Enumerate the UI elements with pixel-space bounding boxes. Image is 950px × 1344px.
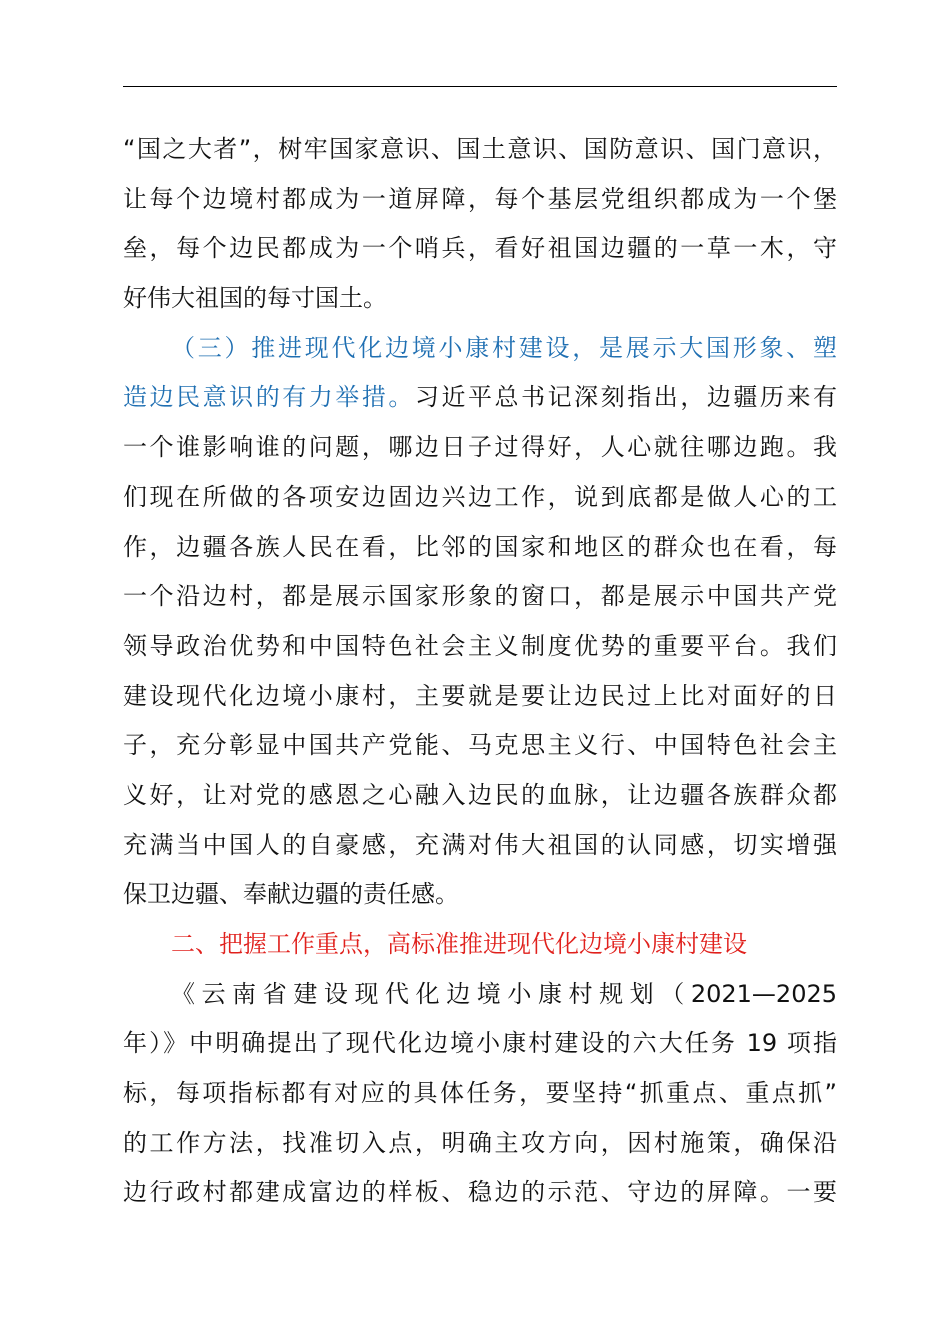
text-line: 的工作方法，找准切入点，明确主攻方向，因村施策，确保沿 (123, 1128, 837, 1157)
text-line: 一个沿边村，都是展示国家形象的窗口，都是展示中国共产党 (123, 582, 837, 611)
text-line-mixed (123, 373, 837, 423)
text-line: 义好，让对党的感恩之心融入边民的血脉，让边疆各族群众都 (123, 780, 837, 809)
text-line: 子，充分彰显中国共产党能、马克思主义行、中国特色社会主 (123, 731, 837, 760)
subsection-heading-tail: 造边民意识的有力举措。 (123, 383, 415, 412)
paragraph-text: 习近平总书记深刻指出，边疆历来有 (414, 383, 838, 412)
text-line: 《云南省建设现代化边境小康村规划（2021—2025 (171, 979, 837, 1008)
text-line: “国之大者”，树牢国家意识、国土意识、国防意识、国门意识， (123, 135, 837, 163)
text-line: 垒，每个边民都成为一个哨兵，看好祖国边疆的一草一木，守 (123, 234, 837, 263)
text-line: 领导政治优势和中国特色社会主义制度优势的重要平台。我们 (123, 631, 837, 660)
text-line: 年）》中明确提出了现代化边境小康村建设的六大任务 19 项指 (123, 1029, 837, 1058)
text-line: 保卫边疆、奉献边疆的责任感。 (123, 880, 459, 909)
text-line: 让每个边境村都成为一道屏障，每个基层党组织都成为一个堡 (123, 184, 837, 213)
text-line: 作，边疆各族人民在看，比邻的国家和地区的群众也在看，每 (123, 532, 837, 561)
text-line: 边行政村都建成富边的样板、稳边的示范、守边的屏障。一要 (123, 1178, 837, 1207)
text-line: 们现在所做的各项安边固边兴边工作，说到底都是做人心的工 (123, 482, 837, 511)
text-line: 充满当中国人的自豪感，充满对伟大祖国的认同感，切实增强 (123, 830, 837, 859)
document-body (123, 125, 837, 1218)
text-line: 好伟大祖国的每寸国土。 (123, 284, 387, 313)
subsection-heading-line: （三）推进现代化边境小康村建设，是展示大国形象、塑 (171, 333, 837, 362)
text-line: 建设现代化边境小康村，主要就是要让边民过上比对面好的日 (123, 681, 837, 710)
text-line: 标，每项指标都有对应的具体任务，要坚持“抓重点、重点抓” (123, 1079, 837, 1108)
section-heading: 二、把握工作重点，高标准推进现代化边境小康村建设 (171, 930, 747, 958)
header-rule (123, 86, 837, 87)
text-line: 一个谁影响谁的问题，哪边日子过得好，人心就往哪边跑。我 (123, 433, 837, 462)
